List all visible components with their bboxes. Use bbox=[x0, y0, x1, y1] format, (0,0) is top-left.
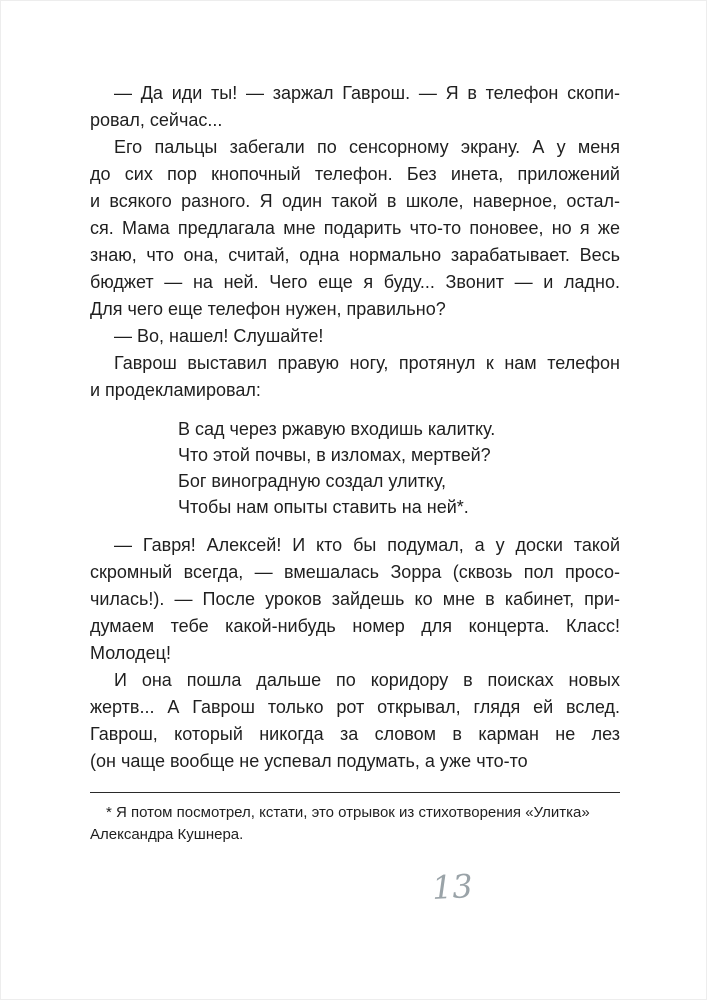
paragraph bbox=[90, 80, 620, 134]
page-body bbox=[90, 80, 620, 775]
footnote-line: * Я потом посмотрел, кстати, это отрывок из стихотворения «Улитка» bbox=[106, 804, 590, 821]
text-line: скромный всегда, — вмешалась Зорра (сквозь пол просо- bbox=[90, 562, 620, 582]
text-line: до сих пор кнопочный телефон. Без инета, приложений bbox=[90, 164, 620, 184]
verse-line: В сад через ржавую входишь калитку. bbox=[178, 419, 496, 439]
footnote-line: Александра Кушнера. bbox=[90, 826, 244, 843]
paragraph bbox=[90, 323, 620, 350]
text-line: и всякого разного. Я один такой в школе, наверное, остал- bbox=[90, 191, 620, 211]
footnote-divider bbox=[90, 792, 620, 793]
verse-block bbox=[178, 416, 620, 520]
text-line: жертв... А Гаврош только рот открывал, глядя ей вслед. bbox=[90, 697, 620, 717]
verse-line: Что этой почвы, в изломах, мертвей? bbox=[178, 445, 491, 465]
footnote bbox=[90, 792, 620, 846]
text-line: Молодец! bbox=[90, 643, 171, 663]
text-line: И она пошла дальше по коридору в поисках новых bbox=[114, 670, 620, 690]
text-line: Гаврош, который никогда за словом в карман не лез bbox=[90, 724, 620, 744]
text-line: ровал, сейчас... bbox=[90, 110, 223, 130]
text-line: знаю, что она, считай, одна нормально зарабатывает. Весь bbox=[90, 245, 620, 265]
text-line: — Во, нашел! Слушайте! bbox=[114, 326, 324, 346]
text-line: бюджет — на ней. Чего еще я буду... Звонит — и ладно. bbox=[90, 272, 620, 292]
text-line: (он чаще вообще не успевал подумать, а уже что-то bbox=[90, 751, 528, 771]
text-line: ся. Мама предлагала мне подарить что-то поновее, но я же bbox=[90, 218, 620, 238]
paragraph bbox=[90, 350, 620, 404]
footnote-lines bbox=[90, 802, 620, 846]
text-line: чилась!). — После уроков зайдешь ко мне в кабинет, при- bbox=[90, 589, 620, 609]
text-line: — Да иди ты! — заржал Гаврош. — Я в телефон скопи- bbox=[114, 83, 620, 103]
text-line: и продекламировал: bbox=[90, 380, 261, 400]
verse-line: Бог виноградную создал улитку, bbox=[178, 471, 447, 491]
paragraph bbox=[90, 532, 620, 667]
page-number: 13 bbox=[431, 866, 474, 908]
text-line: Его пальцы забегали по сенсорному экрану. А у меня bbox=[114, 137, 620, 157]
text-line: думаем тебе какой-нибудь номер для концерта. Класс! bbox=[90, 616, 620, 636]
paragraph bbox=[90, 134, 620, 323]
text-line: Гаврош выставил правую ногу, протянул к нам телефон bbox=[114, 353, 620, 373]
text-line: — Гавря! Алексей! И кто бы подумал, а у доски такой bbox=[114, 535, 620, 555]
text-line: Для чего еще телефон нужен, правильно? bbox=[90, 299, 446, 319]
verse-line: Чтобы нам опыты ставить на ней*. bbox=[178, 497, 469, 517]
paragraph bbox=[90, 667, 620, 775]
